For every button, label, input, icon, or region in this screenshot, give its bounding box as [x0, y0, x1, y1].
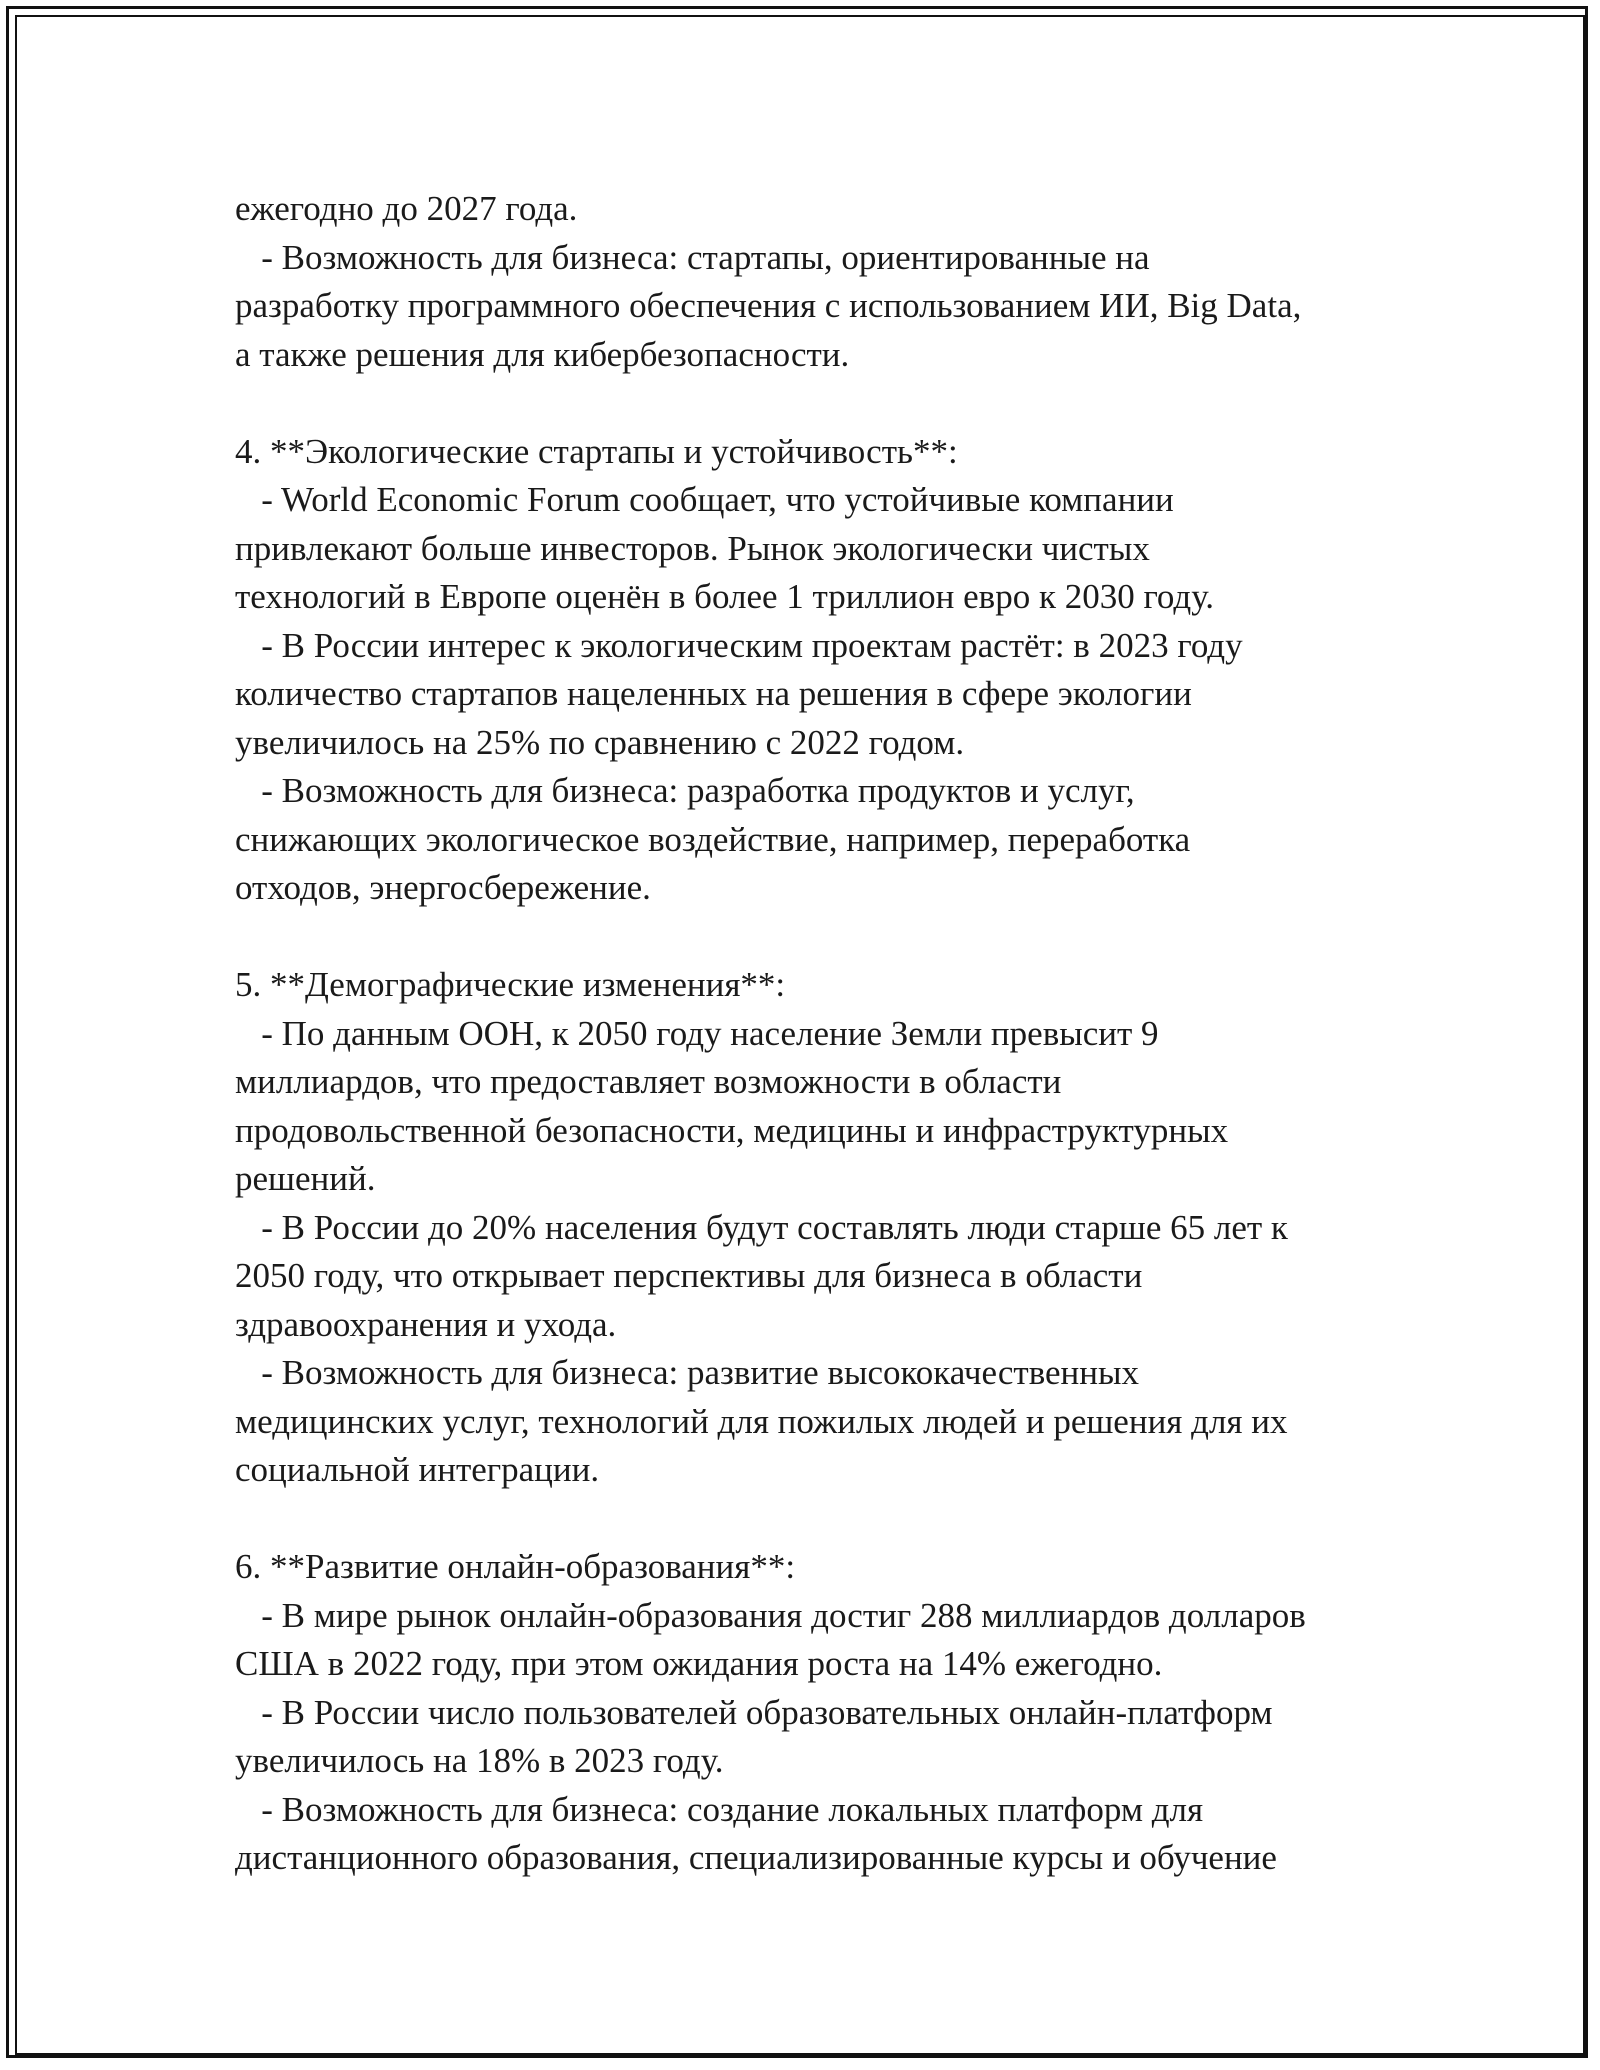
text-line: - Возможность для бизнеса: стартапы, ориентированные на — [235, 237, 1150, 277]
text-line: - Возможность для бизнеса: развитие высококачественных — [235, 1353, 1140, 1392]
section-heading: 6. **Развитие онлайн-образования**: — [235, 1547, 796, 1586]
text-line: решений. — [235, 1159, 376, 1198]
text-line: технологий в Европе оценён в более 1 триллион евро к 2030 году. — [235, 577, 1214, 616]
section-heading: 4. **Экологические стартапы и устойчивость**: — [235, 431, 958, 471]
text-line: дистанционного образования, специализированные курсы и обучение — [235, 1838, 1277, 1877]
text-line: - Возможность для бизнеса: разработка продуктов и услуг, — [235, 771, 1135, 810]
document-body — [235, 185, 1385, 1883]
text-line: ежегодно до 2027 года. — [235, 189, 578, 228]
text-line: привлекают больше инвесторов. Рынок экологически чистых — [235, 528, 1150, 568]
text-line: количество стартапов нацеленных на решения в сфере экологии — [235, 674, 1192, 713]
text-line: увеличилось на 25% по сравнению с 2022 годом. — [235, 722, 965, 762]
text-line: - В России число пользователей образовательных онлайн-платформ — [235, 1692, 1273, 1732]
text-line: а также решения для кибербезопасности. — [235, 334, 850, 374]
text-line: продовольственной безопасности, медицины и инфраструктурных — [235, 1110, 1229, 1150]
blank-line — [235, 379, 1385, 428]
text-line: - Возможность для бизнеса: создание локальных платформ для — [235, 1789, 1204, 1829]
text-line: 2050 году, что открывает перспективы для бизнеса в области — [235, 1256, 1143, 1295]
text-line: США в 2022 году, при этом ожидания роста на 14% ежегодно. — [235, 1644, 1163, 1683]
text-line: здравоохранения и ухода. — [235, 1304, 617, 1344]
blank-line — [235, 913, 1385, 962]
text-line: увеличилось на 18% в 2023 году. — [235, 1741, 724, 1780]
text-line: - В России до 20% населения будут составлять люди старше 65 лет к — [235, 1207, 1288, 1247]
text-line: - По данным ООН, к 2050 году население Земли превысит 9 — [235, 1013, 1159, 1053]
blank-line — [235, 1495, 1385, 1544]
text-line: снижающих экологическое воздействие, например, переработка — [235, 819, 1191, 859]
section-heading: 5. **Демографические изменения**: — [235, 965, 786, 1004]
text-line: - В России интерес к экологическим проектам растёт: в 2023 году — [235, 625, 1243, 665]
text-line: социальной интеграции. — [235, 1450, 600, 1489]
text-line: разработку программного обеспечения с использованием ИИ, Big Data, — [235, 286, 1302, 325]
text-line: - World Economic Forum сообщает, что устойчивые компании — [235, 480, 1174, 519]
text-line: отходов, энергосбережение. — [235, 868, 651, 907]
text-line: - В мире рынок онлайн-образования достиг 288 миллиардов долларов — [235, 1595, 1306, 1635]
text-line: медицинских услуг, технологий для пожилых людей и решения для их — [235, 1401, 1288, 1441]
text-line: миллиардов, что предоставляет возможности в области — [235, 1062, 1062, 1101]
